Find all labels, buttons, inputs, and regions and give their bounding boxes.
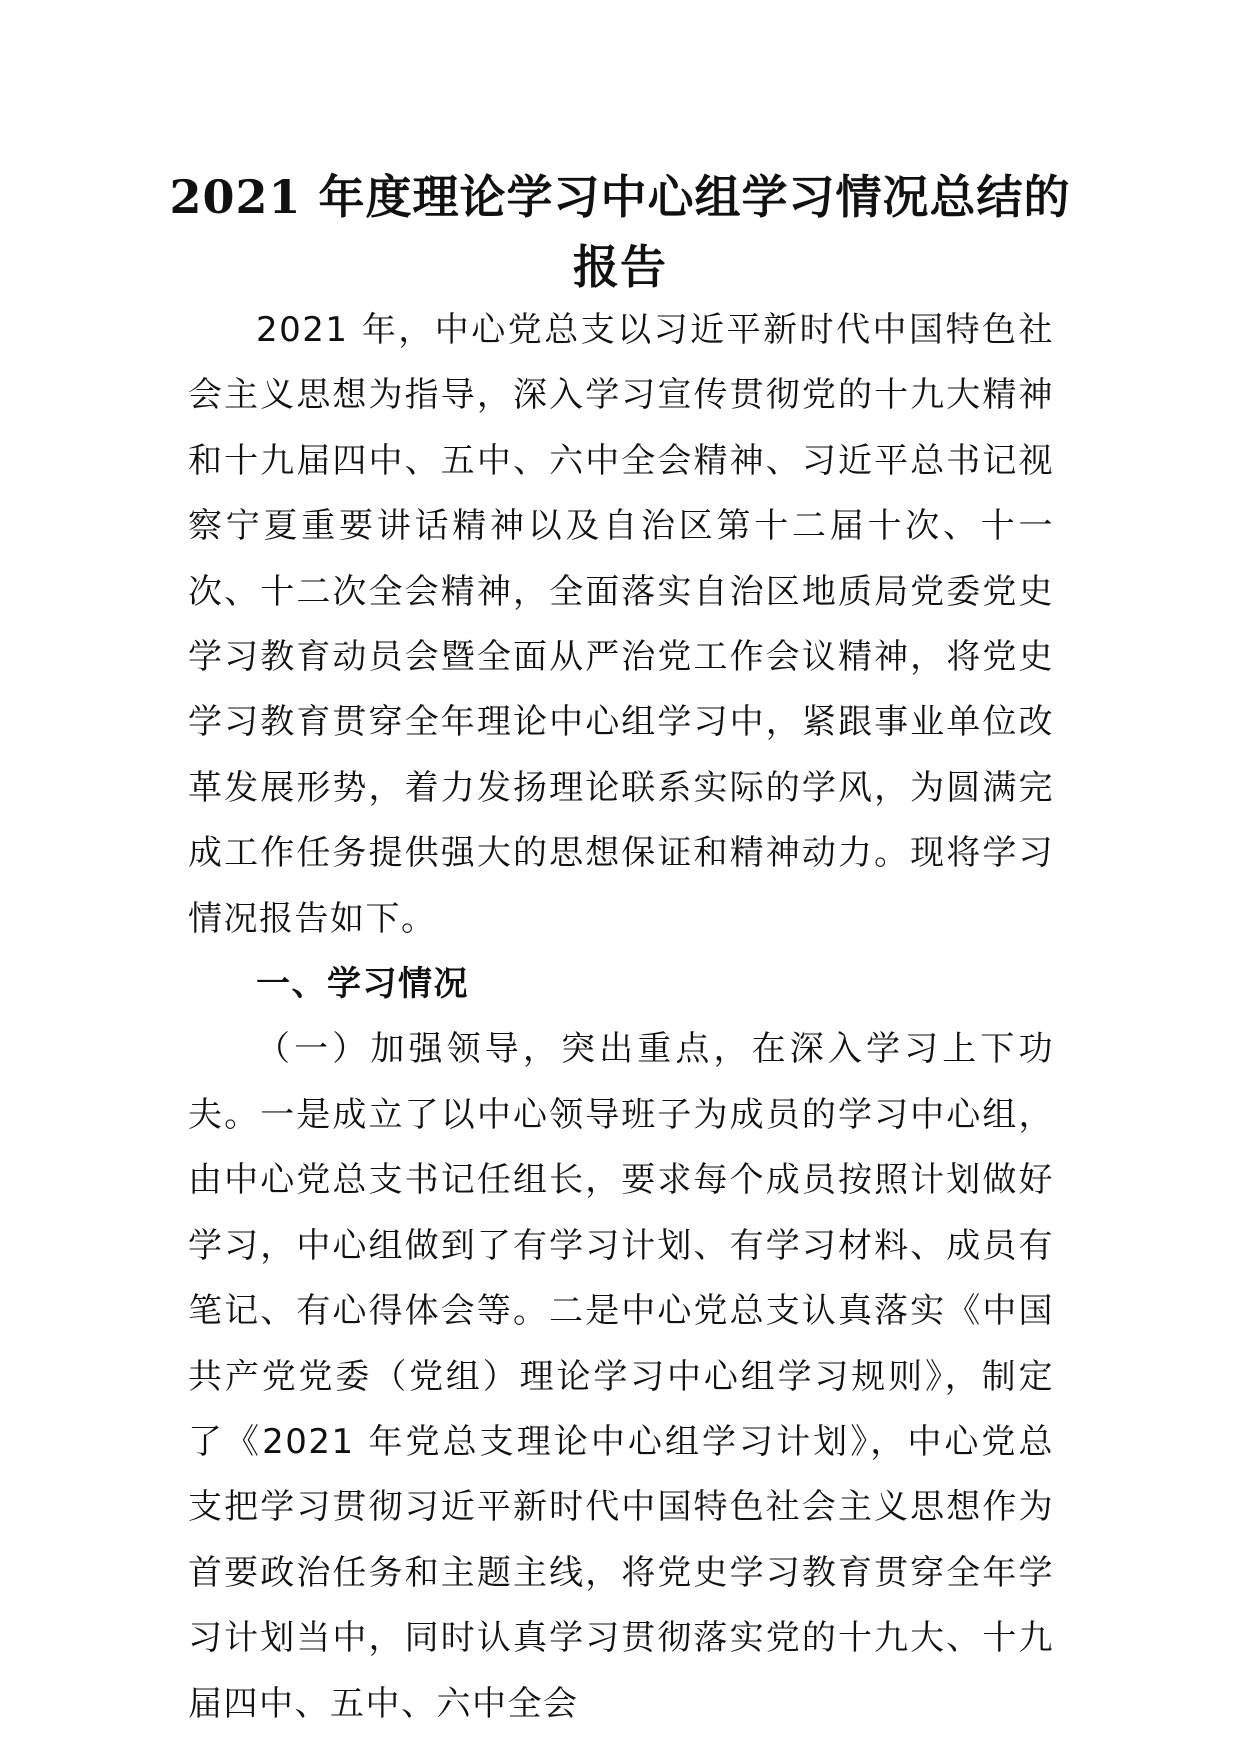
title-line-2: 报告 (573, 240, 667, 294)
title-line-1: 2021 年度理论学习中心组学习情况总结的 (169, 170, 1071, 224)
section-heading: 一、学习情况 (256, 964, 469, 1005)
document-title (160, 162, 1080, 302)
intro-paragraph: 2021 年，中心党总支以习近平新时代中国特色社会主义思想为指导，深入学习宣传贯彻党的十九大精神和十九届四中、五中、六中全会精神、习近平总书记视察宁夏重要讲话精神以及自治区第十二届十次、十一次、十二次全会精神，全面落实自治区地质局党委党史学习教育动员会暨全面从严治党工作会议精神，将党史学习教育贯穿全年理论中心组学习中，紧跟事业单位改革发展形势，着力发扬理论联系实际的学风，为圆满完成工作任务提供强大的思想保证和精神动力。现将学习情况报告如下。 (188, 310, 1054, 939)
document-body (188, 298, 1054, 1737)
section-paragraph: （一）加强领导，突出重点，在深入学习上下功夫。一是成立了以中心领导班子为成员的学习中心组，由中心党总支书记任组长，要求每个成员按照计划做好学习，中心组做到了有学习计划、有学习材料、成员有笔记、有心得体会等。二是中心党总支认真落实《中国共产党党委（党组）理论学习中心组学习规则》，制定了《2021 年党总支理论中心组学习计划》，中心党总支把学习贯彻习近平新时代中国特色社会主义思想作为首要政治任务和主题主线，将党史学习教育贯穿全年学习计划当中，同时认真学习贯彻落实党的十九大、十九届四中、五中、六中全会 (188, 1029, 1054, 1724)
